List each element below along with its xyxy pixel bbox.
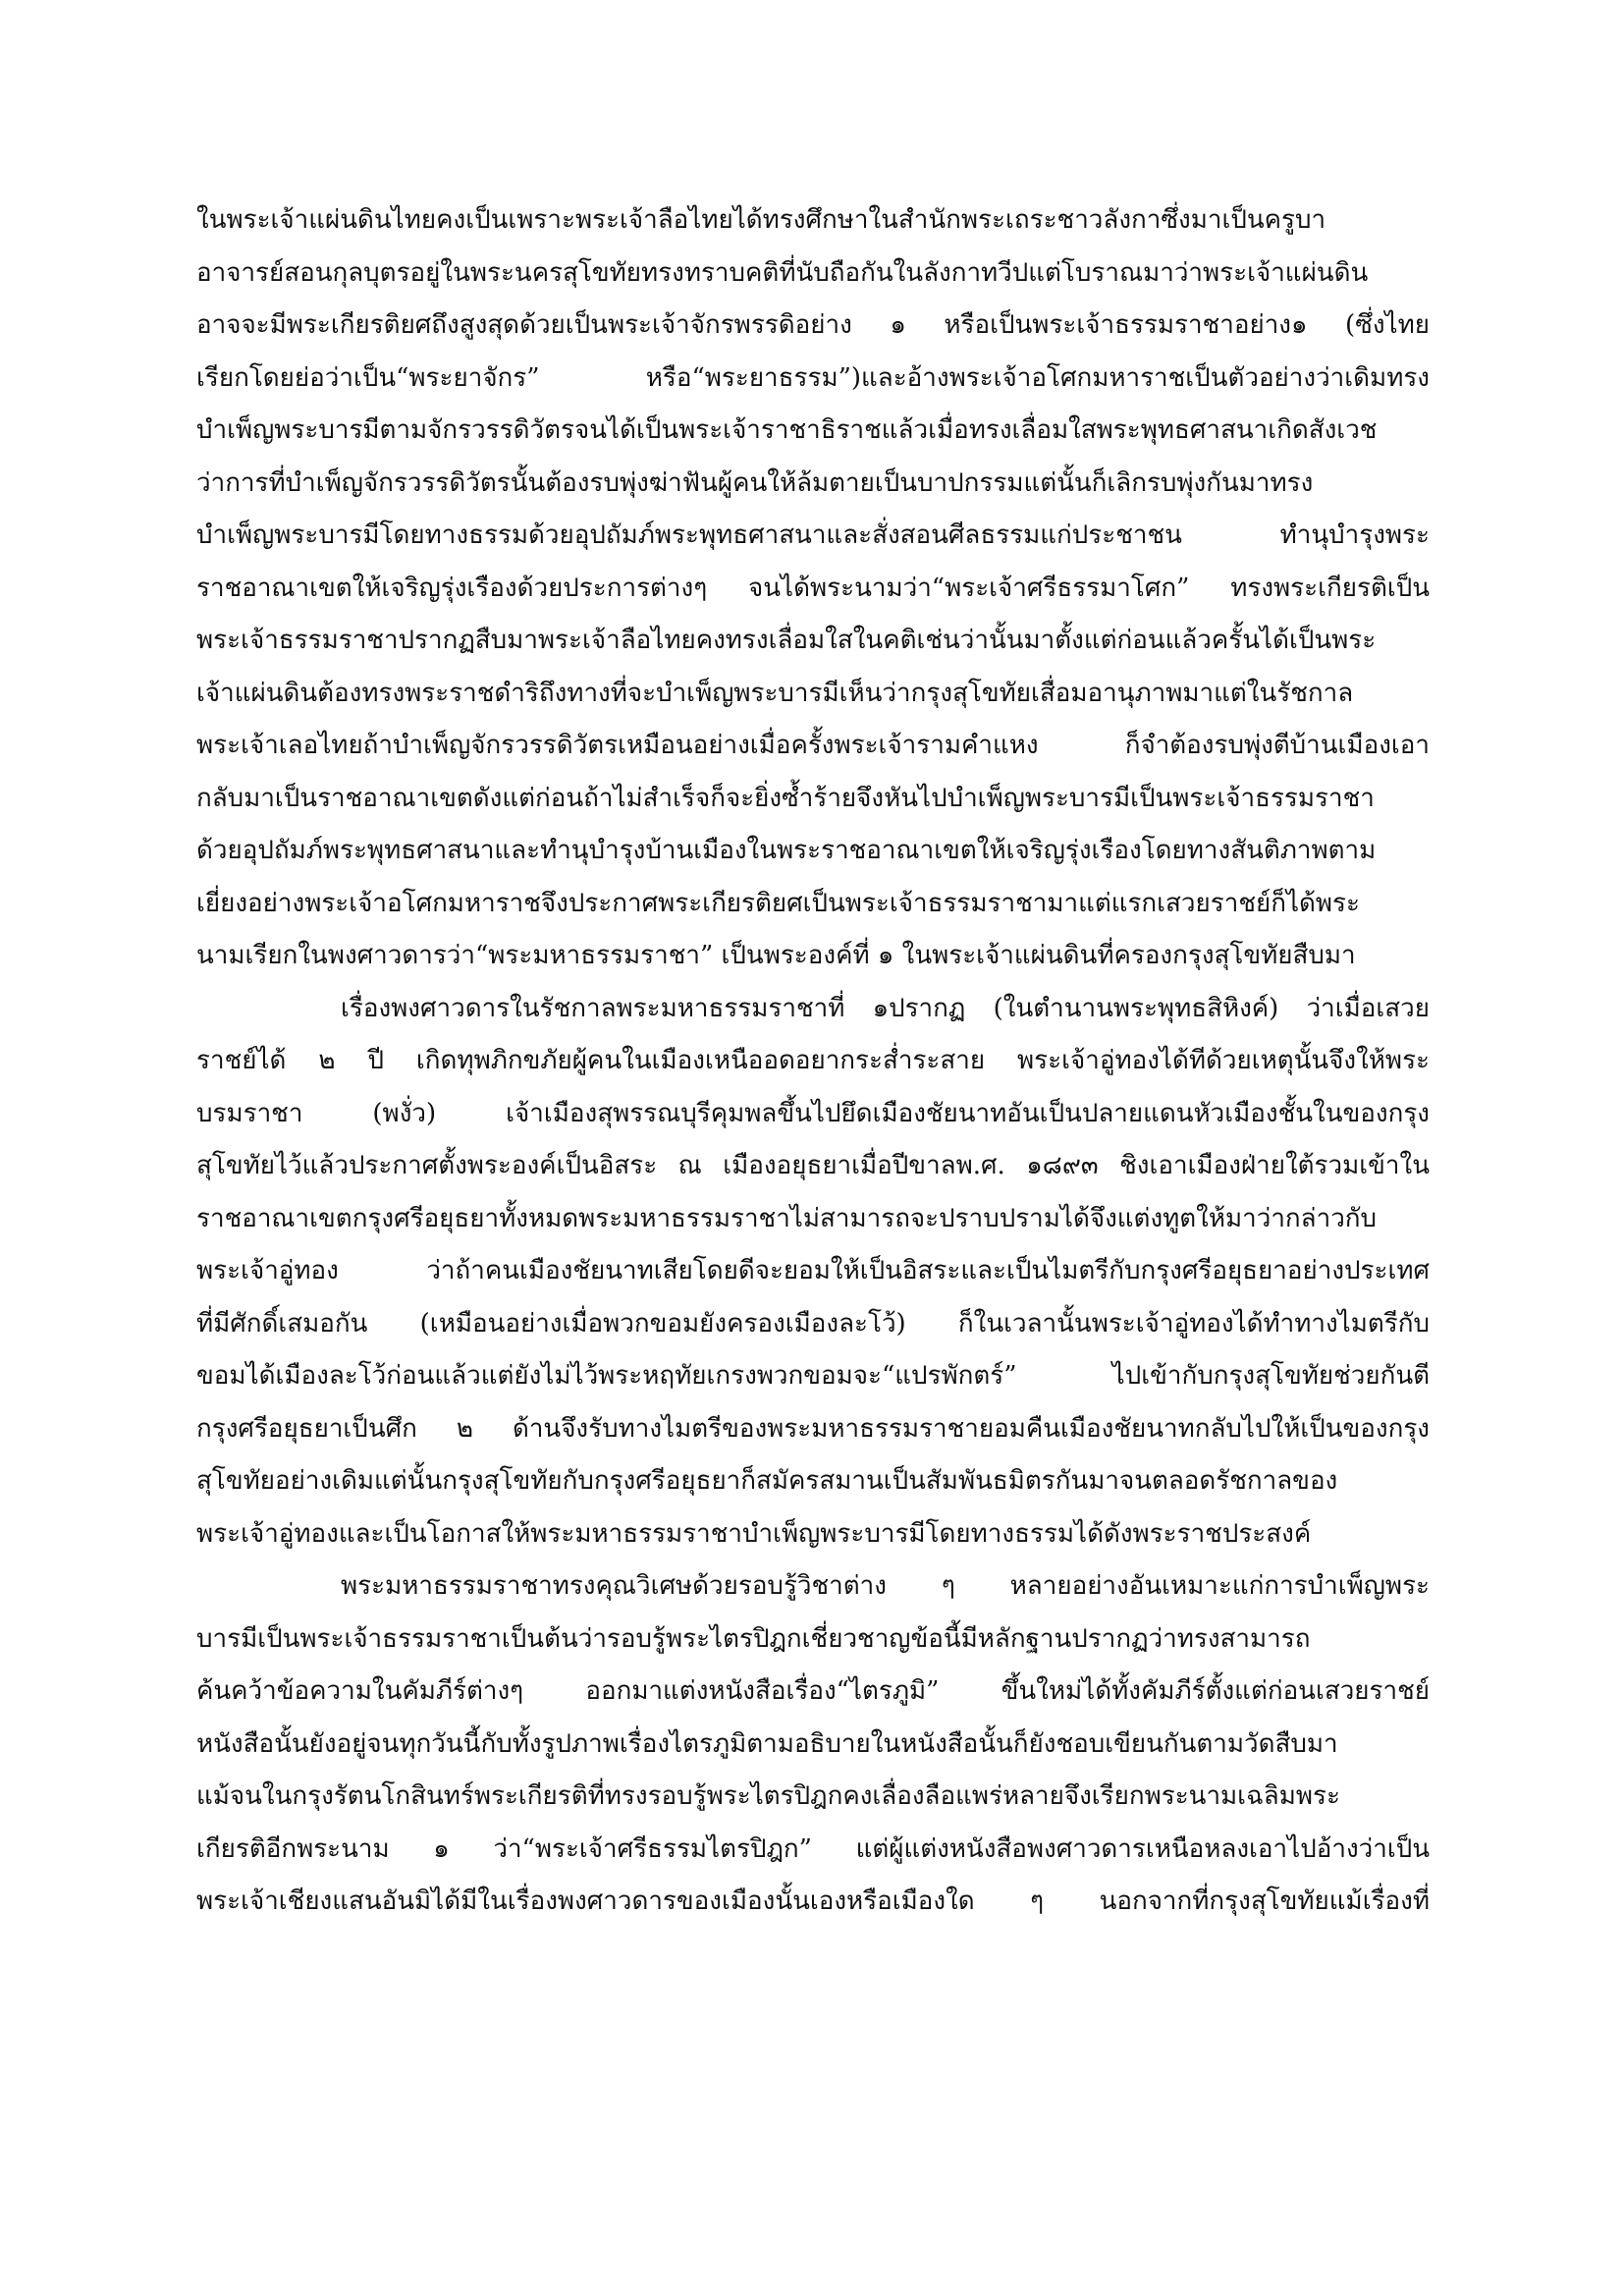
paragraph-2-line-11: พระเจ้าอู่ทองและเป็นโอกาสให้พระมหาธรรมราชาบำเพ็ญพระบารมีโดยทางธรรมได้ดังพระราชประสงค์ bbox=[196, 1518, 1312, 1549]
paragraph-3-line-6: เกียรติอีกพระนาม ๑ ว่า“พระเจ้าศรีธรรมไตรปิฎก” แต่ผู้แต่งหนังสือพงศาวดารเหนือหลงเอาไปอ้างว่าเป็น bbox=[196, 1833, 1430, 1864]
paragraph-3-line-5: แม้จนในกรุงรัตนโกสินทร์พระเกียรติที่ทรงรอบรู้พระไตรปิฎกคงเลื่องลือแพร่หลายจึงเรียกพระนามเฉลิมพระ bbox=[196, 1781, 1340, 1811]
paragraph-1-line-9: พระเจ้าธรรมราชาปรากฏสืบมาพระเจ้าลือไทยคงทรงเลื่อมใสในคติเช่นว่านั้นมาตั้งแต่ก่อนแล้วครั้นได้เป็นพระ bbox=[196, 626, 1377, 655]
paragraph-1-line-11: พระเจ้าเลอไทยถ้าบำเพ็ญจักรวรรดิวัตรเหมือนอย่างเมื่อครั้งพระเจ้ารามคำแหง ก็จำต้องรบพุ่งตีบ้านเมืองเอา bbox=[196, 731, 1430, 760]
paragraph-1-line-2: อาจารย์สอนกุลบุตรอยู่ในพระนครสุโขทัยทรงทราบคติที่นับถือกันในลังกาทวีปแต่โบราณมาว่าพระเจ้าแผ่นดิน bbox=[196, 257, 1369, 288]
paragraph-3-line-7: พระเจ้าเชียงแสนอันมิได้มีในเรื่องพงศาวดารของเมืองนั้นเองหรือเมืองใด ๆ นอกจากที่กรุงสุโขทัยแม้เรื่องที่ bbox=[196, 1886, 1430, 1916]
paragraph-1-line-7: บำเพ็ญพระบารมีโดยทางธรรมด้วยอุปถัมภ์พระพุทธศาสนาและสั่งสอนศีลธรรมแก่ประชาชน ทำนุบำรุงพระ bbox=[196, 520, 1430, 550]
paragraph-3-line-2: บารมีเป็นพระเจ้าธรรมราชาเป็นต้นว่ารอบรู้พระไตรปิฎกเชี่ยวชาญข้อนี้มีหลักฐานปรากฏว่าทรงสามารถ bbox=[196, 1623, 1311, 1654]
paragraph-3-line-3: ค้นคว้าข้อความในคัมภีร์ต่างๆ ออกมาแต่งหนังสือเรื่อง“ไตรภูมิ” ขึ้นใหม่ได้ทั้งคัมภีร์ตั้งแต่ก่อนเสวยราชย์ bbox=[196, 1676, 1430, 1706]
paragraph-2-line-6: พระเจ้าอู่ทอง ว่าถ้าคนเมืองชัยนาทเสียโดยดีจะยอมให้เป็นอิสระและเป็นไมตรีกับกรุงศรีอยุธยาอย่างประเทศ bbox=[196, 1256, 1430, 1285]
paragraph-3-line-1: พระมหาธรรมราชาทรงคุณวิเศษด้วยรอบรู้วิชาต่าง ๆ หลายอย่างอันเหมาะแก่การบำเพ็ญพระ bbox=[341, 1571, 1430, 1601]
paragraph-2-line-10: สุโขทัยอย่างเดิมแต่นั้นกรุงสุโขทัยกับกรุงศรีอยุธยาก็สมัครสมานเป็นสัมพันธมิตรกันมาจนตลอดรัชกาลของ bbox=[196, 1466, 1338, 1496]
paragraph-2-line-4: สุโขทัยไว้แล้วประกาศตั้งพระองค์เป็นอิสระ ณ เมืองอยุธยาเมื่อปีขาลพ.ศ. ๑๘๙๓ ชิงเอาเมืองฝ่ายใต้รวมเข้าใน bbox=[196, 1151, 1430, 1180]
paragraph-1-line-4: เรียกโดยย่อว่าเป็น“พระยาจักร” หรือ“พระยาธรรม”)และอ้างพระเจ้าอโศกมหาราชเป็นตัวอย่างว่าเดิมทรง bbox=[196, 362, 1430, 393]
paragraph-2-line-8: ขอมได้เมืองละโว้ก่อนแล้วแต่ยังไม่ไว้พระหฤทัยเกรงพวกขอมจะ“แปรพักตร์” ไปเข้ากับกรุงสุโขทัยช่วยกันตี bbox=[196, 1361, 1430, 1391]
paragraph-1-line-12: กลับมาเป็นราชอาณาเขตดังแต่ก่อนถ้าไม่สำเร็จก็จะยิ่งซ้ำร้ายจึงหันไปบำเพ็ญพระบารมีเป็นพระเจ้าธรรมราชา bbox=[196, 783, 1375, 813]
paragraph-1-line-5: บำเพ็ญพระบารมีตามจักรวรรดิวัตรจนได้เป็นพระเจ้าราชาธิราชแล้วเมื่อทรงเลื่อมใสพระพุทธศาสนาเกิดสังเวช bbox=[196, 415, 1378, 445]
paragraph-1-line-10: เจ้าแผ่นดินต้องทรงพระราชดำริถึงทางที่จะบำเพ็ญพระบารมีเห็นว่ากรุงสุโขทัยเสื่อมอานุภาพมาแต่ในรัชกาล bbox=[196, 678, 1354, 708]
paragraph-2-line-3: บรมราชา (พงั่ว) เจ้าเมืองสุพรรณบุรีคุมพลขึ้นไปยึดเมืองชัยนาทอันเป็นปลายแดนหัวเมืองชั้นในของกรุง bbox=[196, 1098, 1430, 1128]
paragraph-2-line-1: เรื่องพงศาวดารในรัชกาลพระมหาธรรมราชาที่ ๑ปรากฏ (ในตำนานพระพุทธสิหิงค์) ว่าเมื่อเสวย bbox=[341, 993, 1430, 1023]
paragraph-2-line-9: กรุงศรีอยุธยาเป็นศึก ๒ ด้านจึงรับทางไมตรีของพระมหาธรรมราชายอมคืนเมืองชัยนาทกลับไปให้เป็นของกรุง bbox=[196, 1413, 1430, 1444]
paragraph-3-line-4: หนังสือนั้นยังอยู่จนทุกวันนี้กับทั้งรูปภาพเรื่องไตรภูมิตามอธิบายในหนังสือนั้นก็ยังชอบเขียนกันตามวัดสืบมา bbox=[196, 1728, 1338, 1759]
paragraph-1-line-3: อาจจะมีพระเกียรติยศถึงสูงสุดด้วยเป็นพระเจ้าจักรพรรดิอย่าง ๑ หรือเป็นพระเจ้าธรรมราชาอย่าง๑ (ซึ่งไทย bbox=[196, 310, 1430, 340]
paragraph-1-line-13: ด้วยอุปถัมภ์พระพุทธศาสนาและทำนุบำรุงบ้านเมืองในพระราชอาณาเขตให้เจริญรุ่งเรืองโดยทางสันติภาพตาม bbox=[196, 836, 1377, 865]
paragraph-1-line-14: เยี่ยงอย่างพระเจ้าอโศกมหาราชจึงประกาศพระเกียรติยศเป็นพระเจ้าธรรมราชามาแต่แรกเสวยราชย์ก็ได้พระ bbox=[196, 888, 1360, 918]
paragraph-2-line-7: ที่มีศักดิ์เสมอกัน (เหมือนอย่างเมื่อพวกขอมยังครองเมืองละโว้) ก็ในเวลานั้นพระเจ้าอู่ทองได้ทำทางไมตรีกับ bbox=[196, 1308, 1430, 1339]
paragraph-1-line-8: ราชอาณาเขตให้เจริญรุ่งเรืองด้วยประการต่างๆ จนได้พระนามว่า“พระเจ้าศรีธรรมาโศก” ทรงพระเกียรติเป็น bbox=[196, 573, 1430, 603]
paragraph-1-line-6: ว่าการที่บำเพ็ญจักรวรรดิวัตรนั้นต้องรบพุ่งฆ่าฟันผู้คนให้ล้มตายเป็นบาปกรรมแต่นั้นก็เลิกรบพุ่งกันมาทรง bbox=[196, 467, 1314, 498]
paragraph-2-line-2: ราชย์ได้ ๒ ปี เกิดทุพภิกขภัยผู้คนในเมืองเหนืออดอยากระส่ำระสาย พระเจ้าอู่ทองได้ทีด้วยเหตุนั้นจึงให้พระ bbox=[196, 1046, 1430, 1075]
body-text bbox=[196, 194, 1430, 1929]
paragraph-2-line-5: ราชอาณาเขตกรุงศรีอยุธยาทั้งหมดพระมหาธรรมราชาไม่สามารถจะปราบปรามได้จึงแต่งทูตให้มาว่ากล่าวกับ bbox=[196, 1203, 1378, 1233]
paragraph-1-line-1: ในพระเจ้าแผ่นดินไทยคงเป็นเพราะพระเจ้าลือไทยได้ทรงศึกษาในสำนักพระเถระชาวลังกาซึ่งมาเป็นครูบา bbox=[196, 205, 1326, 235]
paragraph-1-line-15: นามเรียกในพงศาวดารว่า“พระมหาธรรมราชา” เป็นพระองค์ที่ ๑ ในพระเจ้าแผ่นดินที่ครองกรุงสุโขทัยสืบมา bbox=[196, 941, 1356, 970]
